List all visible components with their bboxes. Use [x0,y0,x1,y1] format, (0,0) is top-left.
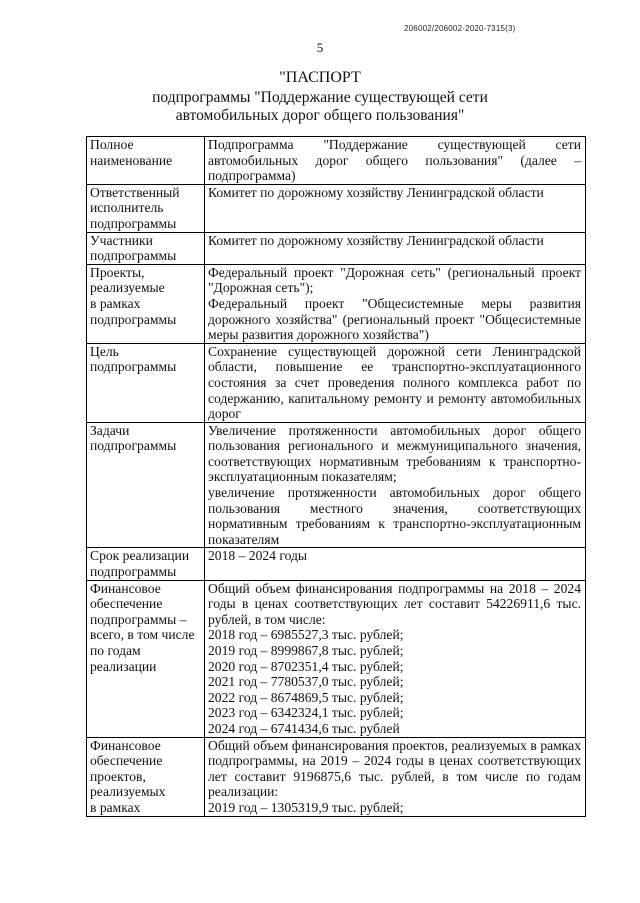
table-row [87,580,586,737]
label-line: в рамках [90,295,141,311]
label-line: Участники [90,232,153,248]
label-line: проектов, [90,768,146,784]
label-line: Цель [90,343,119,359]
funding-year-line: 2024 год – 6741434,6 тыс. рублей [208,720,400,736]
label-line: Проекты, [90,264,145,280]
label-line: реализуемые [90,280,165,296]
label-line: Полное [90,137,134,152]
value-paragraph: Комитет по дорожному хозяйству Ленинградской области [208,184,544,200]
label-line: подпрограммы [90,564,177,580]
table-row [87,343,586,422]
passport-title: "ПАСПОРТ [279,69,361,86]
value-paragraph: Сохранение существующей дорожной сети Ленинградской области, повышение ее транспортно-эксплуатационного состояния за счет проведения полного комплекса работ по содержанию, капитальному ремонту и ремонту автомобильных дорог [208,343,581,422]
label-line: подпрограммы [90,215,177,231]
funding-year-line: 2022 год – 8674869,5 тыс. рублей; [208,689,404,705]
label-line: Срок реализации [90,548,190,564]
funding-year-line: 2019 год – 8999867,8 тыс. рублей; [208,643,404,658]
label-line: подпрограммы [90,311,177,327]
funding-year-line: 2020 год – 8702351,4 тыс. рублей; [208,658,404,674]
passport-table [86,136,586,817]
funding-year-line: 2018 год – 6985527,3 тыс. рублей; [208,627,404,643]
row-label-subprogram-funding [87,580,205,737]
label-line: подпрограммы – [90,611,187,627]
row-value-full-name [205,137,586,185]
row-label-tasks [87,422,205,548]
table-row [87,548,586,580]
label-line: Задачи [90,422,130,438]
label-line: обеспечение [90,753,163,769]
table-row [87,264,586,343]
label-line: реализуемых [90,784,166,800]
label-line: подпрограммы [90,438,177,454]
document-registration-code: 206002/206002-2020-7315(3) [404,24,516,33]
value-paragraph: Общий объем финансирования проектов, реализуемых в рамках подпрограммы, на 2019 – 2024 годы в ценах соответствующих лет составит 9196875,6 тыс. рублей, в том числе по годам реализации: [208,737,581,800]
funding-year-line: 2021 год – 7780537,0 тыс. рублей; [208,674,404,690]
row-value-implementation-period [205,548,586,580]
value-paragraph: Увеличение протяженности автомобильных дорог общего пользования регионального и межмуниципального значения, соответствующих нормативным требованиям к транспортно-эксплуатационным показателям; [208,422,581,485]
table-row [87,232,586,264]
row-value-responsible-executor [205,184,586,232]
funding-year-line: 2023 год – 6342324,1 тыс. рублей; [208,705,404,721]
row-value-subprogram-funding [205,580,586,737]
label-line: подпрограммы [90,359,177,375]
table-row [87,184,586,232]
label-line: в рамках [90,799,141,815]
row-label-goal [87,343,205,422]
label-line: по годам [90,643,141,658]
row-label-projects [87,264,205,343]
label-line: наименование [90,152,173,168]
passport-subtitle [0,89,640,125]
table-row [87,737,586,816]
label-line: исполнитель [90,200,164,216]
label-line: обеспечение [90,596,163,612]
row-label-projects-funding [87,737,205,816]
value-paragraph: увеличение протяженности автомобильных дорог общего пользования местного значения, соответствующих нормативным требованиям к транспортно-эксплуатационным показателям [208,485,581,547]
table-row [87,137,586,185]
row-label-full-name [87,137,205,185]
value-paragraph: 2018 – 2024 годы [208,548,308,564]
value-paragraph: Комитет по дорожному хозяйству Ленинградской области [208,232,544,248]
label-line: Финансовое [90,580,161,596]
row-value-goal [205,343,586,422]
row-value-projects [205,264,586,343]
label-line: Финансовое [90,737,161,753]
value-paragraph: Подпрограмма "Поддержание существующей сети автомобильных дорог общего пользования" (далее – подпрограмма) [208,137,581,184]
label-line: подпрограммы [90,248,177,264]
row-label-responsible-executor [87,184,205,232]
funding-year-line: 2019 год – 1305319,9 тыс. рублей; [208,799,404,815]
subtitle-line: автомобильных дорог общего пользования" [175,107,465,124]
row-label-implementation-period [87,548,205,580]
page-number: 5 [316,40,324,55]
row-label-participants [87,232,205,264]
table-row [87,422,586,548]
subtitle-line: подпрограммы "Поддержание существующей сети [152,89,488,106]
row-value-tasks [205,422,586,548]
row-value-participants [205,232,586,264]
value-paragraph: Общий объем финансирования подпрограммы на 2018 – 2024 годы в ценах соответствующих лет составит 54226911,6 тыс. рублей, в том числе: [208,580,581,627]
value-paragraph: Федеральный проект "Дорожная сеть" (региональный проект "Дорожная сеть"); [208,264,581,296]
value-paragraph: Федеральный проект "Общесистемные меры развития дорожного хозяйства" (региональный проект "Общесистемные меры развития дорожного хозяйства") [208,295,581,343]
label-line: всего, в том числе [90,627,195,643]
label-line: Ответственный [90,184,180,200]
row-value-projects-funding [205,737,586,816]
label-line: реализации [90,658,157,674]
